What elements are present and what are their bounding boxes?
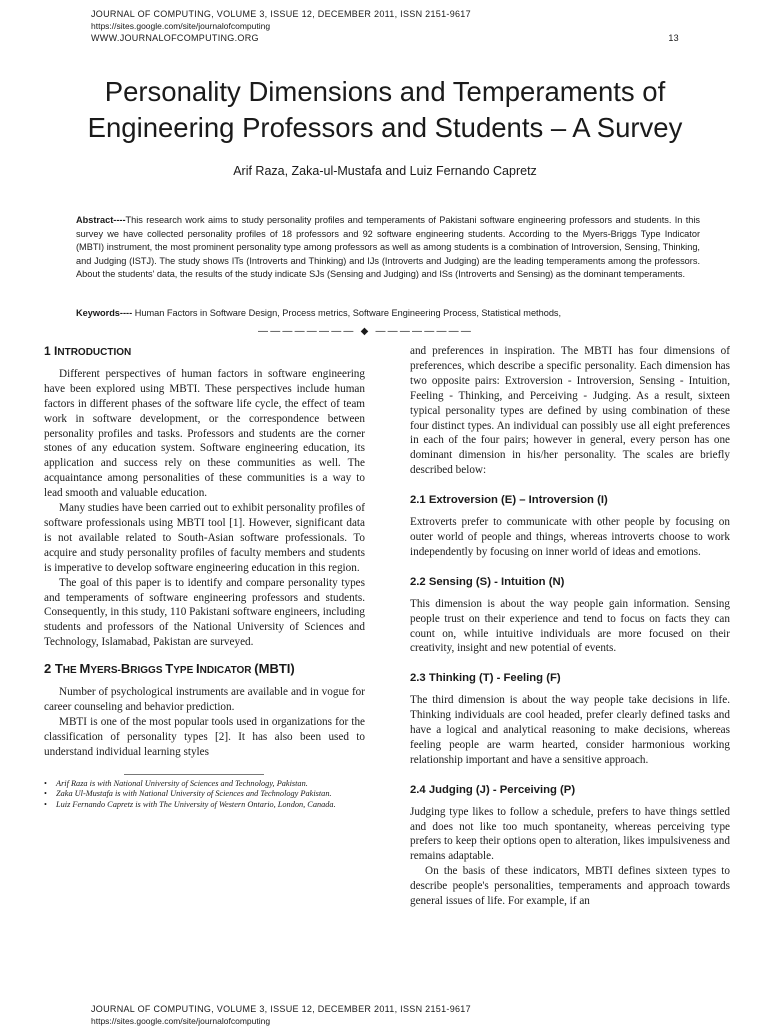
s2-t8: YPE — [173, 665, 197, 677]
intro-paragraph-1: Different perspectives of human factors in software engineering have been explored using MBTI. These perspectives include human factors in different phases of the software life cycle, the effect of team work in software development, or the correspondence between personality profiles and tasks. Professors and students are the corner stones of any education system. Software engineering education, its application and success rely on these communities as well. The acquaintance among personalities of these communities is a way to lead smooth and valuable education. — [44, 367, 365, 500]
footnote-item — [44, 800, 365, 811]
subsection-2-1-heading: 2.1 Extroversion (E) – Introversion (I) — [410, 494, 608, 507]
intro-paragraph-3: The goal of this paper is to identify and compare personality types and temperaments of software engineering professors and students. Consequently, in this study, 110 Pakistani software engineers, including students and professors of the National University of Sciences and Technology, Islamabad, Pakistan are surveyed. — [44, 576, 365, 649]
section-2-heading — [44, 662, 365, 679]
section-1-heading — [44, 344, 365, 361]
title-line-2: Engineering Professors and Students – A Survey — [87, 112, 683, 143]
subsection-2-4-text: Judging type likes to follow a schedule, prefers to have things settled and does not like too much spontaneity, whereas perceiving type prefers to keep their options open to alteration, likes impulsiveness and remains adaptable. — [410, 805, 730, 863]
section-2-number: 2 — [44, 661, 55, 677]
s2-t2: HE — [62, 665, 80, 677]
s2-t10: NDICATOR — [199, 665, 255, 677]
paper-title — [40, 74, 730, 146]
s2-t9: I — [196, 661, 200, 677]
footnote-text: Zaka Ul-Mustafa is with National University of Sciences and Technology Pakistan. — [56, 789, 332, 799]
section-1-number: 1 — [44, 344, 55, 358]
bullet-icon: • — [44, 778, 47, 788]
footnote-item — [44, 789, 365, 800]
subsection-2-3-text: The third dimension is about the way people take decisions in life. Thinking individuals are cool headed, prefer clearly defined tasks and have a logical and analytical reasoning to make decisions, whereas feeling people are warm hearted, consider harmonious working relationship important and have a sensitive approach. — [410, 694, 730, 766]
subsection-2-2-heading: 2.2 Sensing (S) - Intuition (N) — [410, 575, 565, 588]
footnote-text: Luiz Fernando Capretz is with The University of Western Ontario, London, Canada. — [56, 799, 336, 809]
s2-t6: RIGGS — [130, 665, 166, 677]
section-1-initial: I — [54, 344, 58, 358]
authors: Arif Raza, Zaka-ul-Mustafa and Luiz Fernando Capretz — [233, 164, 537, 178]
footnote-item — [44, 779, 365, 790]
s2-t1: T — [54, 661, 63, 677]
subsection-2-4-text-2: On the basis of these indicators, MBTI defines sixteen types to describe people's personalities, temperaments and approach towards general issues of life. For example, if an — [410, 865, 730, 908]
bullet-icon: • — [44, 789, 47, 799]
page-number: 13 — [668, 33, 679, 43]
s2-t11: (MBTI) — [254, 661, 295, 677]
s2-t5: B — [120, 661, 131, 677]
s2-t7: T — [165, 661, 174, 677]
keywords-label: Keywords---- — [76, 308, 133, 318]
footer-url: https://sites.google.com/site/journalofcomputing — [91, 1016, 271, 1026]
abstract-text: This research work aims to study personality profiles and temperaments of Pakistani software engineering professors and students. In this survey we have collected personality profiles of 18 professors and 92 software engineering students. According to the Myers-Briggs Type Indicator (MBTI) instrument, the most prominent personality type among professors as well as among students is a combination of Introversion, Sensing, Thinking, and Judging (ISTJ). The study shows ITs (Introverts and Thinking) and IJs (Introverts and Judging) are the leading temperaments among the professors. About the students' data, the results of the study indicate SJs (Sensing and Judging) and ISs (Introverts and Sensing) as the dominant temperaments. — [76, 215, 700, 279]
running-footer — [91, 1003, 681, 1027]
subsection-2-4-heading: 2.4 Judging (J) - Perceiving (P) — [410, 783, 576, 796]
footnote-text: Arif Raza is with National University of Sciences and Technology, Pakistan. — [56, 778, 308, 788]
section-divider: ———————— ◆ ———————— — [258, 326, 474, 337]
footer-journal-line: JOURNAL OF COMPUTING, VOLUME 3, ISSUE 12, DECEMBER 2011, ISSN 2151-9617 — [91, 1004, 471, 1014]
mbti-continuation: and preferences in inspiration. The MBTI has four dimensions of preferences, which describe a specific personality. Each dimension has two opposite pairs: Extroversion - Introversion, Sensing - Intuition, Feeling - Thinking, and Perceiving - Judging. As a result, sixteen typical personality types are defined by using combination of these four distinct types. An individual can possibly use all eight preferences in each of the four pairs; however in general, every person has one dominant dimension in his/her personality. The scales are briefly described below: — [410, 345, 730, 477]
subsection-2-3-heading: 2.3 Thinking (T) - Feeling (F) — [410, 672, 561, 685]
journal-url: https://sites.google.com/site/journalofcomputing — [91, 21, 271, 31]
journal-site: WWW.JOURNALOFCOMPUTING.ORG — [91, 33, 259, 43]
title-line-1: Personality Dimensions and Temperaments of — [104, 76, 666, 107]
subsection-2-1-text: Extroverts prefer to communicate with other people by focusing on outer world of people and things, whereas introverts choose to work independently by focusing on inner world of ideas and emotions. — [410, 516, 730, 558]
abstract — [76, 214, 700, 282]
intro-paragraph-2: Many studies have been carried out to exhibit personality profiles of software professionals using MBTI tool [1]. However, significant data is not available related to South-Asian software professionals. To acquire and study personality profiles of faculty members and students is imperative to develop software engineering education in this region. — [44, 502, 365, 574]
keywords-text: Human Factors in Software Design, Process metrics, Software Engineering Process, Statistical methods, — [132, 308, 562, 318]
abstract-label: Abstract---- — [76, 215, 126, 225]
section-1-rest: NTRODUCTION — [57, 347, 132, 358]
bullet-icon: • — [44, 799, 47, 809]
left-column — [44, 344, 365, 811]
s2-t4: YERS- — [90, 665, 121, 677]
footnotes — [44, 779, 365, 811]
mbti-paragraph-1: Number of psychological instruments are available and in vogue for career counseling and behavior prediction. — [44, 686, 365, 713]
journal-line: JOURNAL OF COMPUTING, VOLUME 3, ISSUE 12, DECEMBER 2011, ISSN 2151-9617 — [91, 9, 471, 19]
s2-t3: M — [79, 661, 91, 677]
footnote-rule — [124, 774, 264, 775]
mbti-paragraph-2: MBTI is one of the most popular tools used in organizations for the classification of personality types [2]. It has also been used to understand individual learning styles — [44, 715, 365, 758]
keywords — [76, 308, 700, 318]
right-column — [410, 344, 730, 909]
running-header — [91, 8, 681, 44]
subsection-2-2-text: This dimension is about the way people gain information. Sensing people trust on their experience and tend to focus on facts they can count on, while intuitive individuals are more focused on their creativity, insight and new potential of events. — [410, 597, 730, 655]
